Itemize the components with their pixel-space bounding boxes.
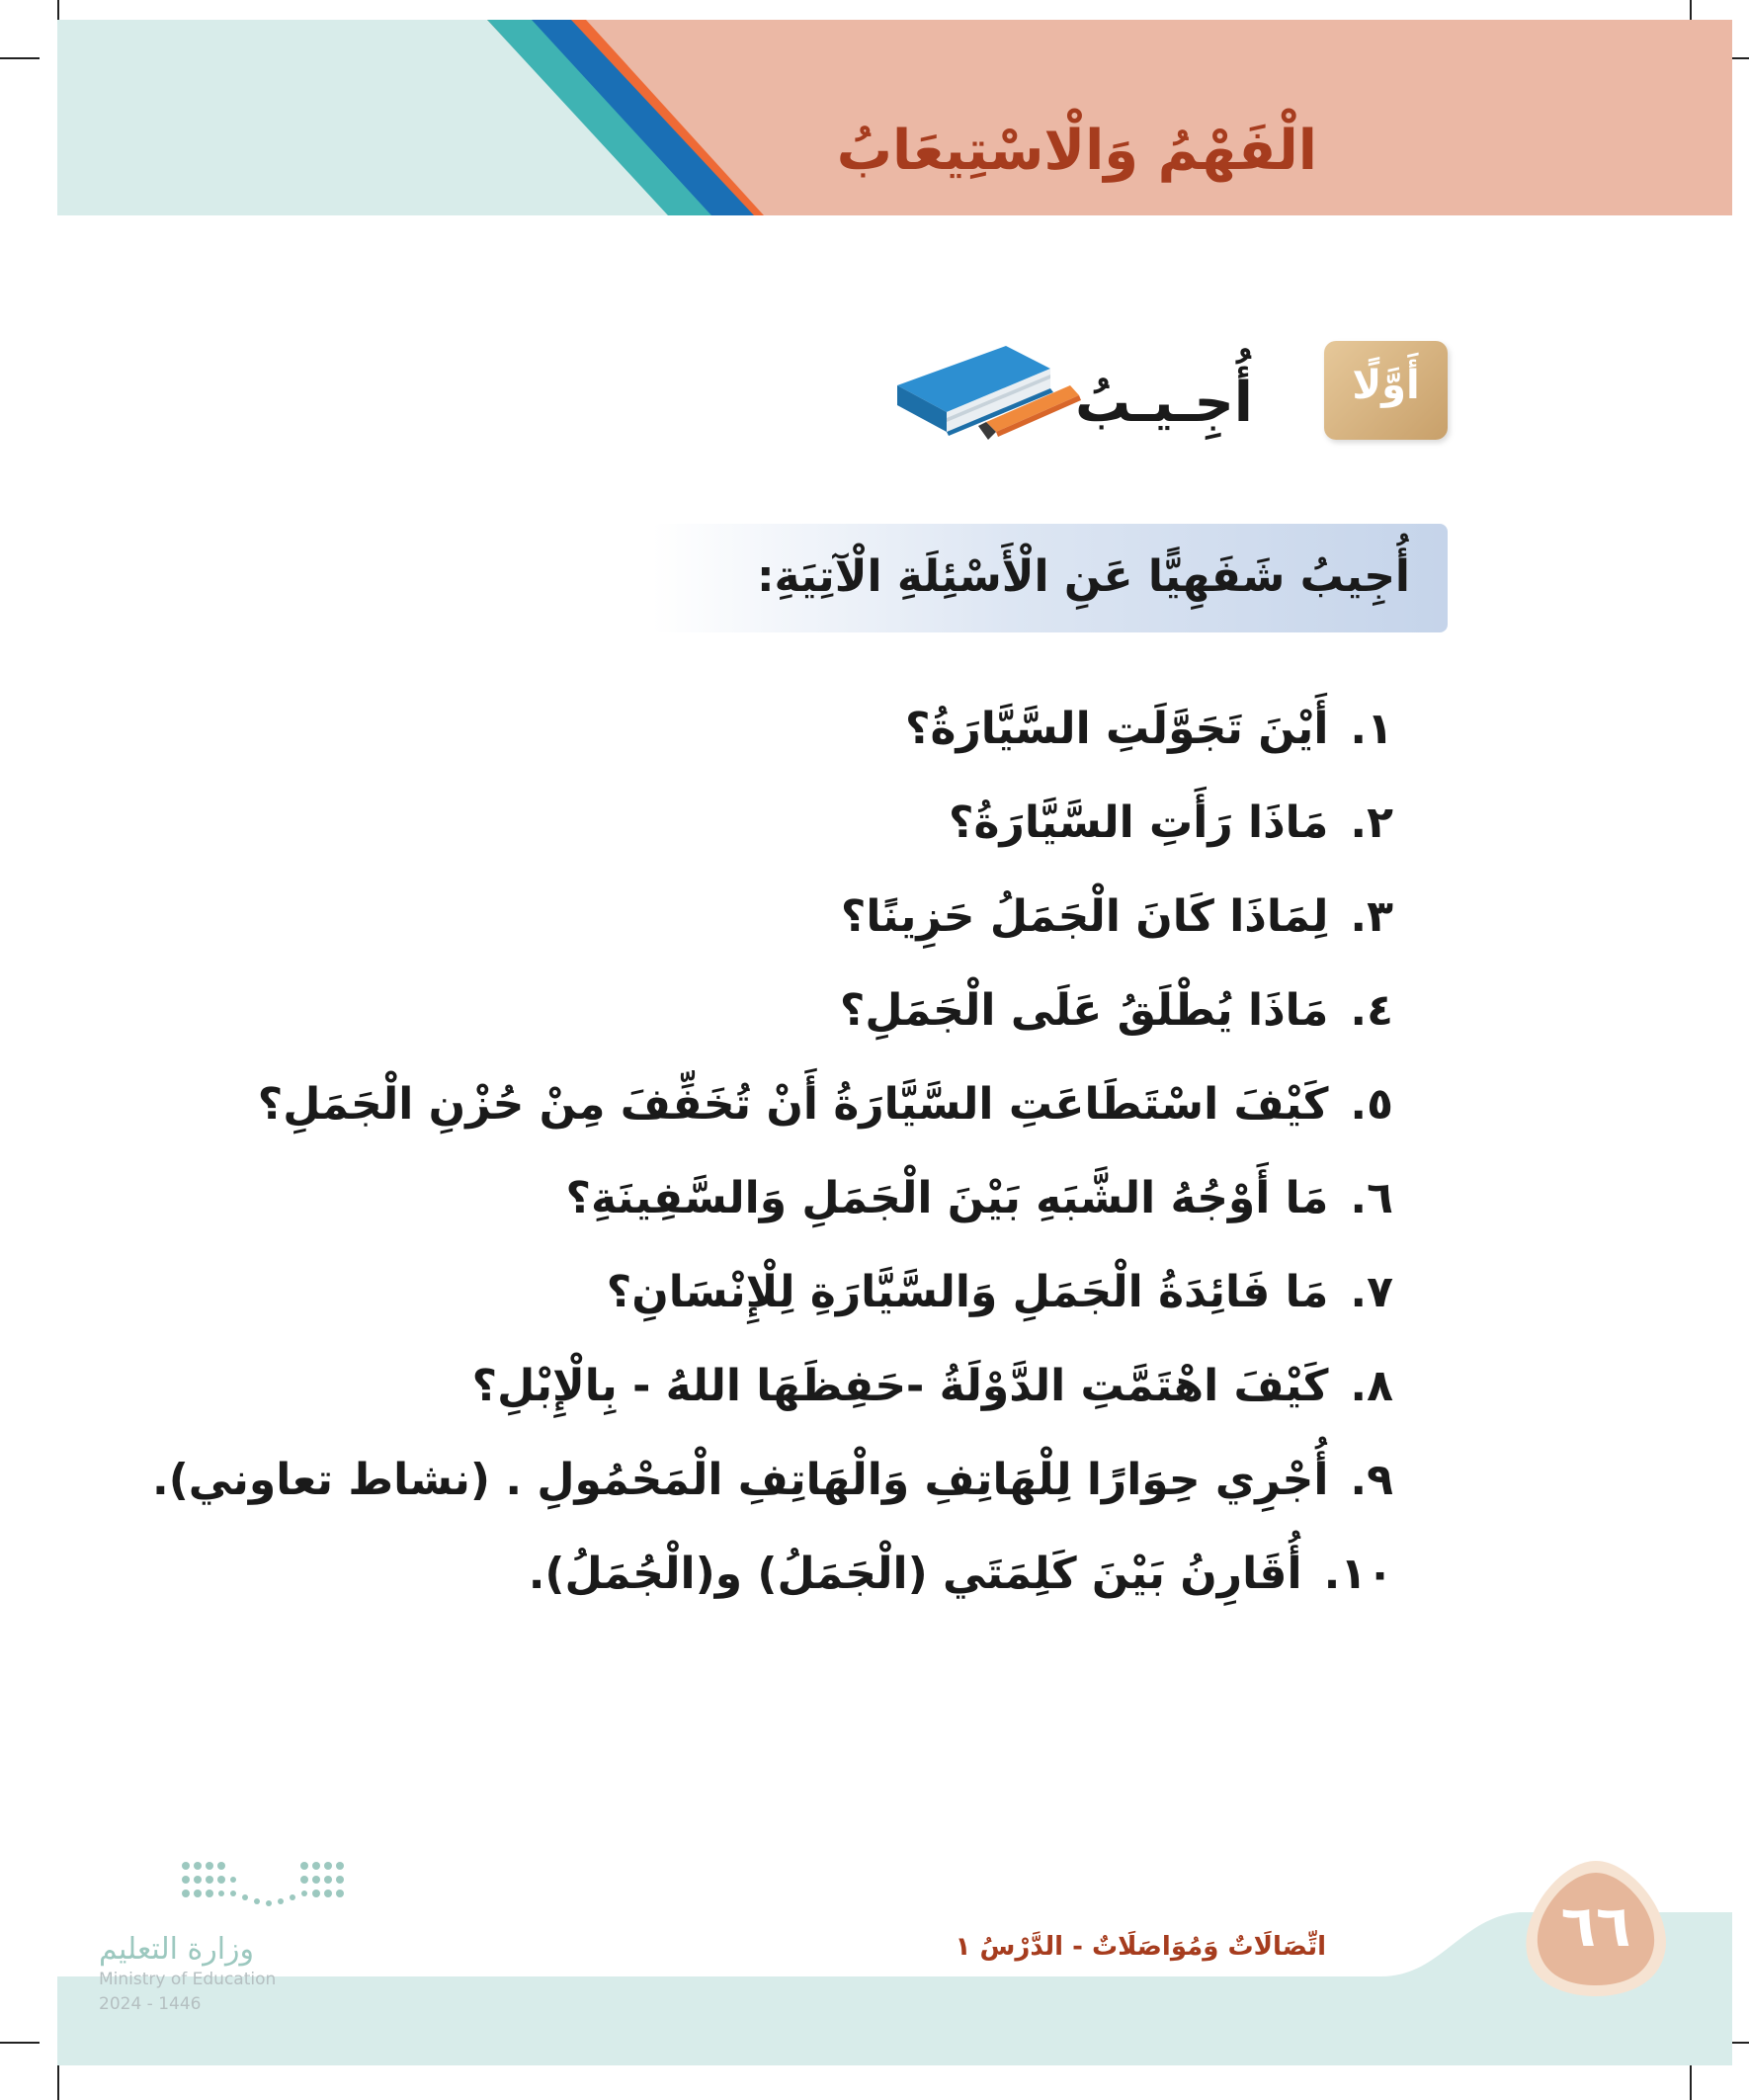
question-text: كَيْفَ اسْتَطَاعَتِ السَّيَّارَةُ أَنْ تُخَفِّفَ مِنْ حُزْنِ الْجَمَلِ؟ [257, 1079, 1329, 1130]
page-title: الْفَهْمُ وَالْاسْتِيعَابُ [836, 119, 1317, 183]
question-number: ١٠. [1323, 1549, 1393, 1599]
crop-mark [57, 2060, 59, 2100]
page-header [57, 20, 1732, 215]
question-number: ٦. [1350, 1173, 1393, 1223]
lesson-label: اتِّصَالَاتٌ وَمُوَاصَلَاتٌ - الدَّرْسُ ١ [955, 1932, 1326, 1962]
header-stripes-graphic [57, 20, 1732, 215]
question-number: ٣. [1350, 891, 1393, 942]
list-item [109, 1245, 1393, 1339]
list-item [109, 964, 1393, 1057]
page-number: ٦٦ [1560, 1892, 1631, 1960]
question-text: مَاذَا يُطْلَقُ عَلَى الْجَمَلِ؟ [839, 985, 1329, 1036]
question-number: ٨. [1350, 1361, 1393, 1411]
question-number: ٢. [1350, 798, 1393, 848]
question-number: ٤. [1350, 985, 1393, 1036]
question-number: ٩. [1350, 1455, 1393, 1505]
book-with-pencil-icon [887, 341, 1085, 445]
question-text: أَيْنَ تَجَوَّلَتِ السَّيَّارَةُ؟ [904, 704, 1329, 754]
ministry-year: 2024 - 1446 [99, 1994, 202, 2014]
list-item [109, 682, 1393, 776]
list-item [109, 1433, 1393, 1527]
question-text: مَا فَائِدَةُ الْجَمَلِ وَالسَّيَّارَةِ لِلْإِنْسَانِ؟ [606, 1267, 1329, 1317]
crop-mark [1690, 2060, 1692, 2100]
section-badge-label: أَوَّلًا [1352, 363, 1420, 408]
crop-mark [0, 57, 40, 59]
question-text: أُقَارِنُ بَيْنَ كَلِمَتَي (الْجَمَلُ) و(الْجُمَلُ). [528, 1549, 1302, 1599]
list-item [109, 1527, 1393, 1621]
question-number: ٥. [1350, 1079, 1393, 1130]
list-item [109, 776, 1393, 870]
list-item [109, 1339, 1393, 1433]
section-badge [1324, 341, 1448, 440]
instruction-banner [652, 524, 1448, 632]
crop-mark [0, 2042, 40, 2044]
ministry-name-english: Ministry of Education [99, 1970, 277, 1989]
question-text: مَاذَا رَأَتِ السَّيَّارَةُ؟ [949, 798, 1329, 848]
list-item [109, 1151, 1393, 1245]
question-text: أُجْرِي حِوَارًا لِلْهَاتِفِ وَالْهَاتِفِ الْمَحْمُولِ . (نشاط تعاوني). [151, 1455, 1329, 1505]
list-item [109, 1057, 1393, 1151]
question-number: ١. [1350, 704, 1393, 754]
instruction-text: أُجِيبُ شَفَهِيًّا عَنِ الْأَسْئِلَةِ الْآتِيَةِ: [756, 551, 1410, 602]
question-number: ٧. [1350, 1267, 1393, 1317]
list-item [109, 870, 1393, 964]
questions-list [109, 682, 1393, 1621]
ministry-logo-icon [178, 1858, 356, 1917]
question-text: لِمَاذَا كَانَ الْجَمَلُ حَزِينًا؟ [840, 891, 1329, 942]
question-text: مَا أَوْجُهُ الشَّبَهِ بَيْنَ الْجَمَلِ وَالسَّفِينَةِ؟ [565, 1173, 1329, 1223]
section-title: أُجِـيـبُ [1075, 371, 1253, 435]
question-text: كَيْفَ اهْتَمَّتِ الدَّوْلَةُ -حَفِظَهَا اللهُ - بِالْإِبْلِ؟ [471, 1361, 1329, 1411]
ministry-name-arabic: وزارة التعليم [99, 1932, 255, 1967]
